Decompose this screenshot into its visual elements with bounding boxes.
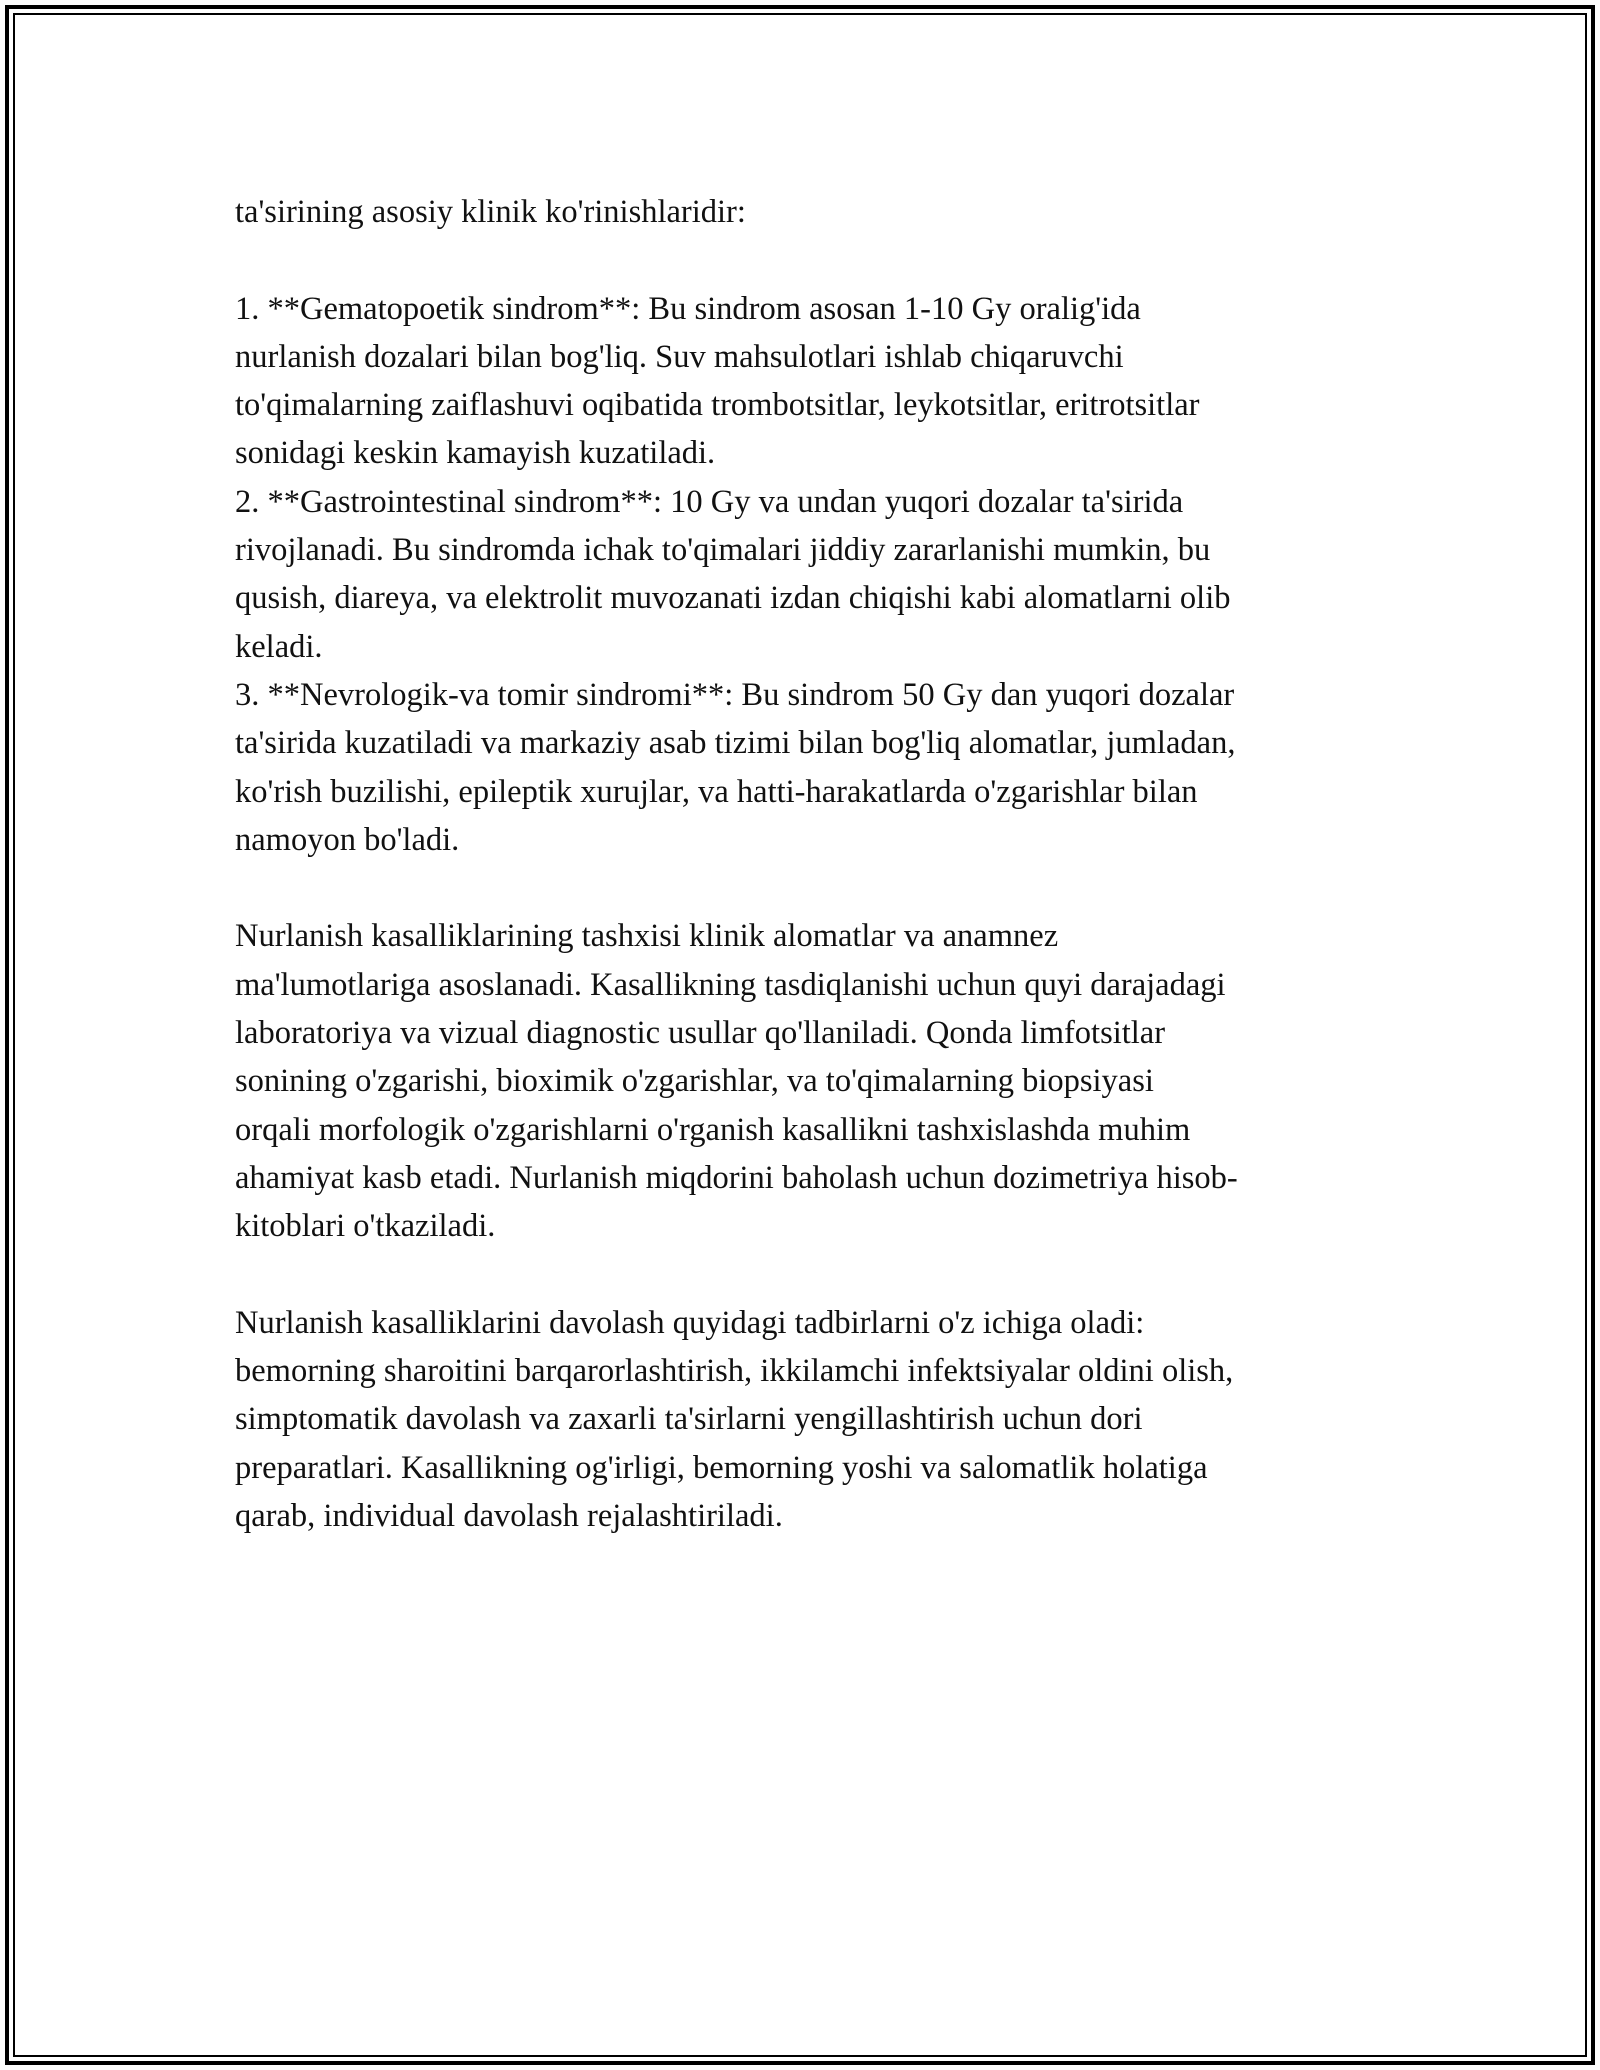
list-item (235, 671, 1375, 864)
diagnosis-paragraph (235, 912, 1375, 1250)
list-item-line: 3. **Nevrologik-va tomir sindromi**: Bu sindrom 50 Gy dan yuqori dozalar (235, 676, 1235, 713)
list-item-line: qusish, diareya, va elektrolit muvozanati izdan chiqishi kabi alomatlarni olib (235, 580, 1231, 617)
list-item-line: rivojlanadi. Bu sindromda ichak to'qimalari jiddiy zararlanishi mumkin, bu (235, 532, 1211, 569)
paragraph-line: bemorning sharoitini barqarorlashtirish, ikkilamchi infektsiyalar oldini olish, (235, 1353, 1234, 1390)
treatment-paragraph (235, 1299, 1375, 1540)
list-item (235, 478, 1375, 671)
paragraph-spacer (235, 864, 1375, 912)
paragraph-line: Nurlanish kasalliklarini davolash quyidagi tadbirlarni o'z ichiga oladi: (235, 1304, 1145, 1341)
paragraph-line: laboratoriya va vizual diagnostic usullar qo'llaniladi. Qonda limfotsitlar (235, 1015, 1166, 1052)
list-item-line: ko'rish buzilishi, epileptik xurujlar, va hatti-harakatlarda o'zgarishlar bilan (235, 773, 1198, 810)
list-item-line: ta'sirida kuzatiladi va markaziy asab tizimi bilan bog'liq alomatlar, jumladan, (235, 725, 1236, 762)
paragraph-line: simptomatik davolash va zaxarli ta'sirlarni yengillashtirish uchun dori (235, 1401, 1143, 1438)
list-item (235, 285, 1375, 478)
paragraph-line: qarab, individual davolash rejalashtiriladi. (235, 1498, 783, 1535)
paragraph-line: preparatlari. Kasallikning og'irligi, bemorning yoshi va salomatlik holatiga (235, 1449, 1208, 1486)
paragraph-line: ma'lumotlariga asoslanadi. Kasallikning tasdiqlanishi uchun quyi darajadagi (235, 966, 1226, 1003)
syndrome-list (235, 285, 1375, 865)
list-item-line: sonidagi keskin kamayish kuzatiladi. (235, 435, 716, 472)
list-item-line: keladi. (235, 628, 323, 665)
paragraph-spacer (235, 236, 1375, 284)
document-body (235, 188, 1375, 1540)
list-item-line: 2. **Gastrointestinal sindrom**: 10 Gy va undan yuqori dozalar ta'sirida (235, 483, 1184, 520)
paragraph-line: ahamiyat kasb etadi. Nurlanish miqdorini baholash uchun dozimetriya hisob- (235, 1159, 1238, 1196)
intro-line: ta'sirining asosiy klinik ko'rinishlaridir: (235, 194, 746, 230)
paragraph-spacer (235, 1251, 1375, 1299)
list-item-line: nurlanish dozalari bilan bog'liq. Suv mahsulotlari ishlab chiqaruvchi (235, 338, 1124, 375)
paragraph-line: kitoblari o'tkaziladi. (235, 1208, 496, 1245)
paragraph-line: Nurlanish kasalliklarining tashxisi klinik alomatlar va anamnez (235, 918, 1059, 955)
list-item-line: 1. **Gematopoetik sindrom**: Bu sindrom asosan 1-10 Gy oralig'ida (235, 290, 1141, 327)
list-item-line: to'qimalarning zaiflashuvi oqibatida trombotsitlar, leykotsitlar, eritrotsitlar (235, 387, 1200, 424)
list-item-line: namoyon bo'ladi. (235, 821, 460, 858)
paragraph-line: orqali morfologik o'zgarishlarni o'rganish kasallikni tashxislashda muhim (235, 1111, 1191, 1148)
paragraph-line: sonining o'zgarishi, bioximik o'zgarishlar, va to'qimalarning biopsiyasi (235, 1063, 1154, 1100)
